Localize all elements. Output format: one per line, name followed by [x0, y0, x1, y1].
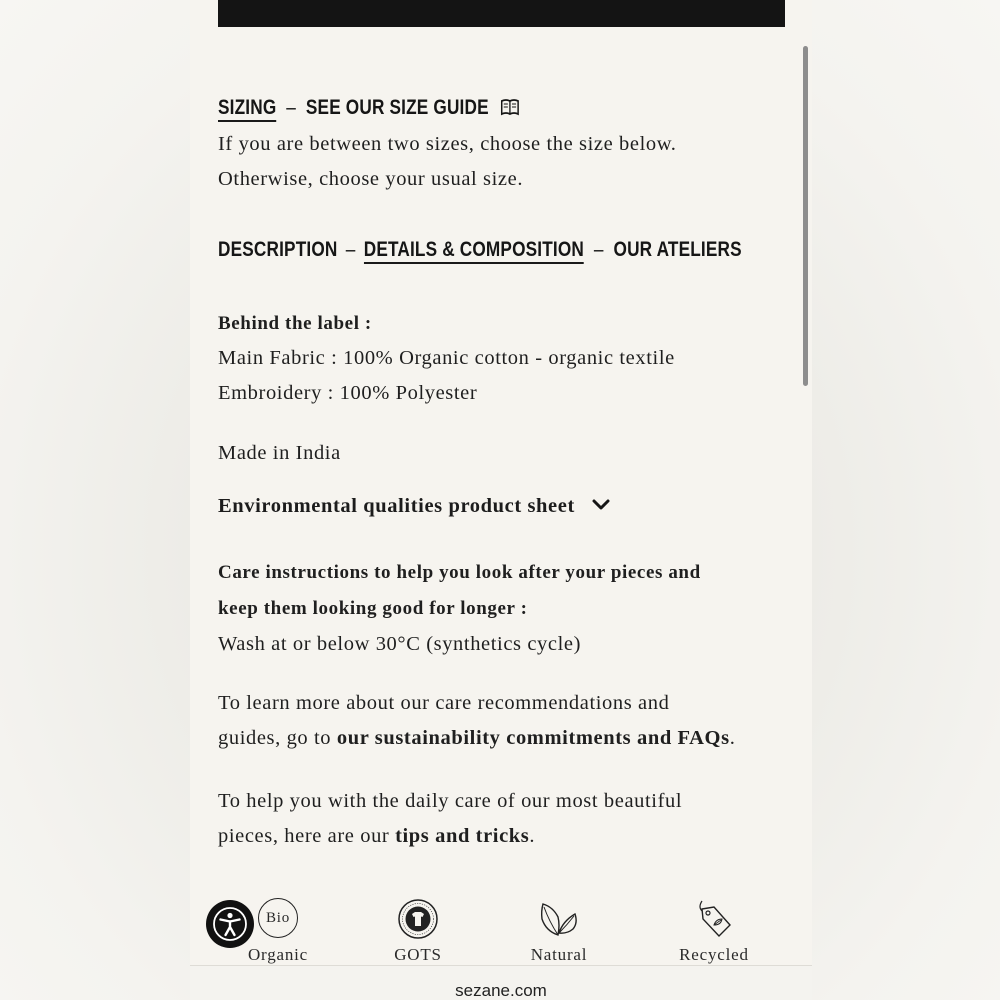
- tips-suffix: .: [529, 825, 536, 847]
- badge-organic-label: Organic: [247, 945, 309, 964]
- tips-prefix: pieces, here are our: [218, 825, 396, 847]
- badge-gots-label: GOTS: [394, 945, 442, 964]
- tips-line-2: [218, 819, 793, 854]
- sizing-line-2: Otherwise, choose your usual size.: [218, 168, 524, 190]
- learn-more-prefix: guides, go to: [218, 727, 337, 749]
- tips-line-1: To help you with the daily care of our most beautiful: [218, 790, 683, 812]
- environmental-sheet-label: Environmental qualities product sheet: [218, 495, 575, 517]
- bio-icon-text: Bio: [258, 898, 298, 938]
- care-heading-line-2: keep them looking good for longer :: [218, 598, 528, 619]
- badge-gots: [378, 895, 458, 965]
- learn-more-text: [218, 686, 793, 756]
- behind-label-heading: Behind the label :: [218, 313, 372, 334]
- product-page: [190, 0, 812, 965]
- accessibility-button[interactable]: [206, 900, 254, 948]
- tab-details-composition[interactable]: DETAILS & COMPOSITION: [364, 238, 584, 264]
- tab-description[interactable]: DESCRIPTION: [218, 238, 338, 261]
- sizing-tab[interactable]: SIZING: [218, 96, 276, 122]
- badge-recycled-label: Recycled: [679, 945, 749, 964]
- badge-natural: [519, 895, 599, 965]
- main-fabric-text: Main Fabric : 100% Organic cotton - organic textile: [218, 347, 675, 369]
- composition-section: [218, 306, 793, 411]
- book-icon[interactable]: [500, 98, 520, 122]
- sizing-line-1: If you are between two sizes, choose the size below.: [218, 133, 677, 155]
- care-section: [218, 555, 793, 662]
- recycled-tag-icon: [664, 895, 764, 943]
- url-text: sezane.com: [455, 981, 547, 1000]
- accessibility-icon: [212, 906, 248, 942]
- learn-more-line-1: To learn more about our care recommendations and: [218, 692, 670, 714]
- sizing-header: [218, 96, 520, 122]
- sustainability-faq-link[interactable]: our sustainability commitments and FAQs: [336, 727, 730, 749]
- size-guide-link[interactable]: SEE OUR SIZE GUIDE: [305, 96, 489, 119]
- scrollbar[interactable]: [803, 46, 808, 386]
- wash-instruction: Wash at or below 30°C (synthetics cycle): [218, 633, 582, 655]
- learn-more-suffix: .: [729, 727, 736, 749]
- separator: –: [286, 96, 297, 119]
- tabs-header: [218, 238, 742, 262]
- browser-url-bar[interactable]: [190, 965, 812, 1000]
- gots-icon: [378, 895, 458, 943]
- badge-recycled: [664, 895, 764, 965]
- sizing-text: [218, 127, 793, 197]
- embroidery-text: Embroidery : 100% Polyester: [218, 382, 478, 404]
- separator: –: [345, 238, 356, 261]
- learn-more-line-2: [218, 721, 793, 756]
- environmental-sheet-toggle[interactable]: [218, 495, 611, 518]
- leaves-icon: [519, 895, 599, 943]
- tips-text: [218, 784, 793, 854]
- care-heading-line-1: Care instructions to help you look after your pieces and: [218, 562, 701, 583]
- badge-natural-label: Natural: [530, 945, 588, 964]
- made-in-text: Made in India: [218, 442, 341, 464]
- chevron-down-icon: [591, 495, 611, 518]
- tab-our-ateliers[interactable]: OUR ATELIERS: [613, 238, 742, 261]
- tips-and-tricks-link[interactable]: tips and tricks: [395, 825, 530, 847]
- separator: –: [593, 238, 604, 261]
- add-to-cart-bar[interactable]: [218, 0, 785, 27]
